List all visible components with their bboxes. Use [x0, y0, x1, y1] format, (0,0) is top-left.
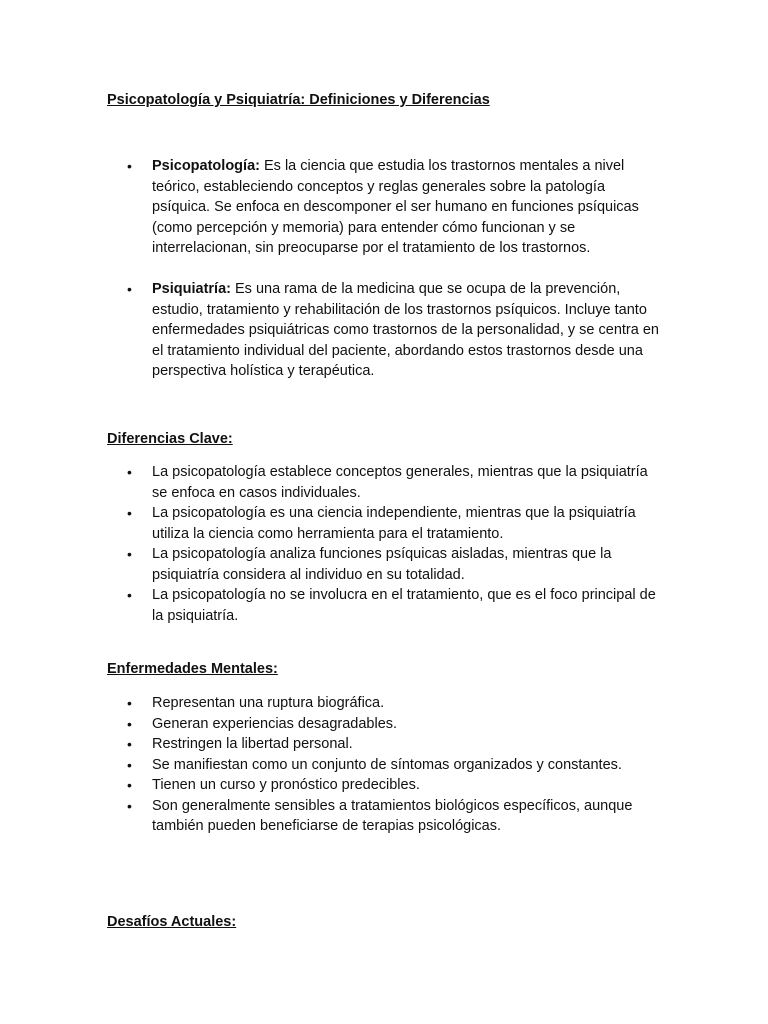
definition-term: Psiquiatría: — [152, 281, 231, 297]
definition-text: Es la ciencia que estudia los trastornos mentales a nivel teórico, estableciendo conceptos y reglas generales sobre la patología psíquica. Se enfoca en descomponer el ser humano en funciones psíquicas (como percepción y memoria) para entender cómo funcionan y se interrelacionan, sin preocuparse por el tratamiento de los trastornos. — [152, 158, 639, 256]
list-item-text: La psicopatología no se involucra en el tratamiento, que es el foco principal de la psiquiatría. — [152, 587, 656, 624]
definition-term: Psicopatología: — [152, 158, 260, 174]
list-item-text: La psicopatología establece conceptos generales, mientras que la psiquiatría se enfoca en casos individuales. — [152, 464, 648, 501]
bullet-icon: • — [127, 715, 132, 732]
list-item-text: Generan experiencias desagradables. — [152, 715, 398, 732]
list-item-text: La psicopatología analiza funciones psíquicas aisladas, mientras que la psiquiatría considera al individuo en su totalidad. — [152, 546, 612, 583]
list-item-text: Restringen la libertad personal. — [152, 736, 353, 752]
list-item-text: Tienen un curso y pronóstico predecibles. — [152, 777, 420, 793]
definition-text: Es una rama de la medicina que se ocupa de la prevención, estudio, tratamiento y rehabilitación de los trastornos psíquicos. Incluye tanto enfermedades psiquiátricas como trastornos de la personalidad, y se centra en el tratamiento individual del paciente, abordando estos trastornos desde una perspectiva holística y terapéutica. — [152, 281, 659, 379]
list-item-text: La psicopatología es una ciencia independiente, mientras que la psiquiatría utiliza la ciencia como herramienta para el tratamiento. — [152, 505, 636, 542]
bullet-icon: • — [127, 756, 132, 773]
list-item — [107, 544, 667, 585]
list-item-text: Representan una ruptura biográfica. — [152, 695, 385, 711]
definition-item — [107, 156, 667, 259]
bullet-icon: • — [127, 587, 132, 603]
list-item — [107, 714, 667, 735]
document-title: Psicopatología y Psiquiatría: Definiciones y Diferencias — [107, 92, 490, 108]
list-item — [107, 796, 667, 837]
list-item-text: Se manifiestan como un conjunto de síntomas organizados y constantes. — [152, 756, 622, 773]
list-item — [107, 775, 667, 796]
bullet-icon: • — [127, 546, 132, 562]
bullet-icon: • — [127, 505, 132, 521]
bullet-icon: • — [127, 797, 132, 814]
list-item — [107, 462, 667, 503]
list-item — [107, 503, 667, 544]
differences-list — [107, 462, 667, 626]
list-item — [107, 755, 667, 776]
challenges-heading: Desafíos Actuales: — [107, 914, 237, 930]
list-item — [107, 734, 667, 755]
list-item-text: Son generalmente sensibles a tratamientos biológicos específicos, aunque también pueden beneficiarse de terapias psicológicas. — [152, 797, 633, 834]
mental-illnesses-heading: Enfermedades Mentales: — [107, 661, 278, 677]
bullet-icon: • — [127, 281, 132, 297]
bullet-icon: • — [127, 695, 132, 711]
list-item — [107, 585, 667, 626]
definition-item — [107, 279, 667, 382]
bullet-icon: • — [127, 464, 132, 480]
bullet-icon: • — [127, 777, 132, 793]
definitions-list — [107, 156, 667, 382]
bullet-icon: • — [127, 736, 132, 752]
list-item — [107, 693, 667, 714]
bullet-icon: • — [127, 158, 132, 174]
differences-heading: Diferencias Clave: — [107, 431, 233, 447]
mental-illnesses-list — [107, 693, 667, 837]
